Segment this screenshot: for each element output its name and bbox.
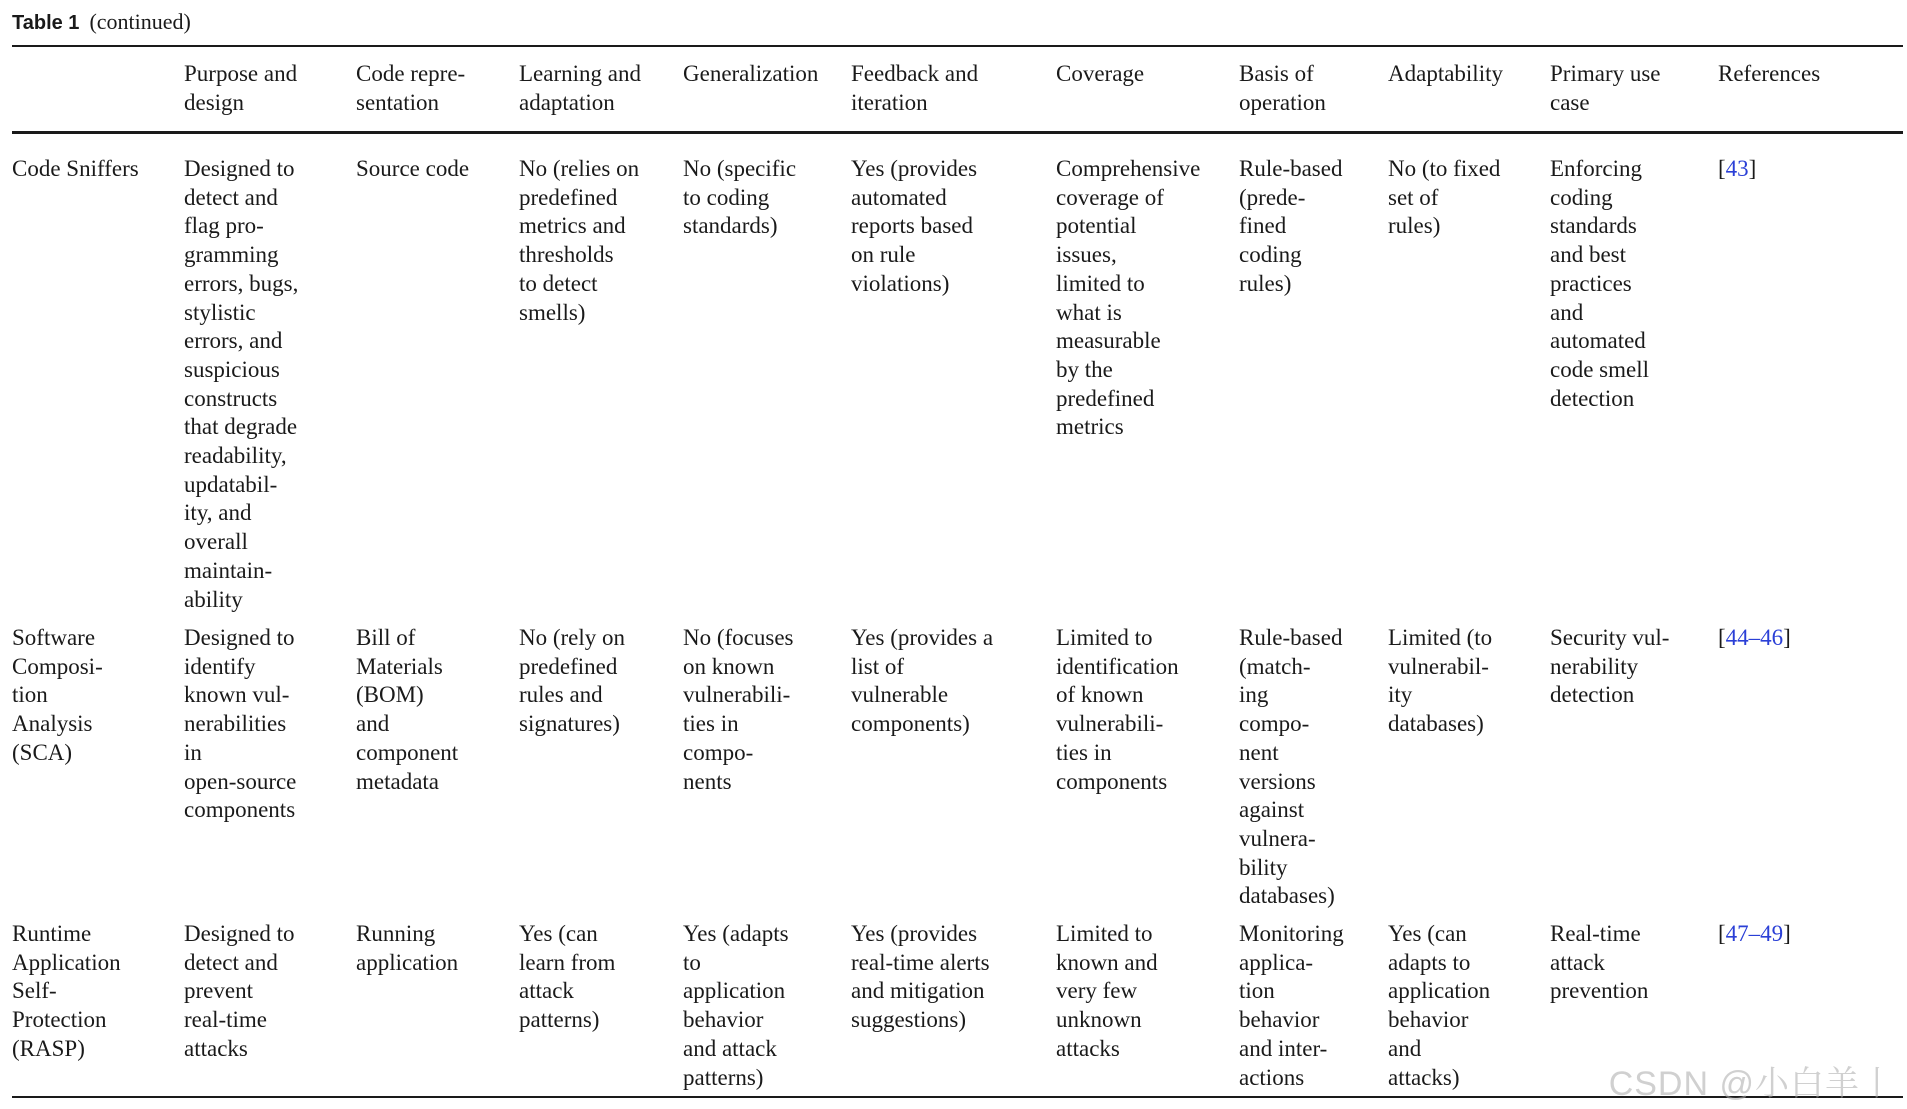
col-header-adaptability: Adaptability xyxy=(1388,61,1503,86)
header-rule xyxy=(12,131,1903,134)
row-1-learning: No (relies on predefined metrics and thresholds to detect smells) xyxy=(519,156,640,325)
row-1-basis: Rule-based (prede- fined coding rules) xyxy=(1239,156,1343,296)
row-3-purpose: Designed to detect and prevent real-time attacks xyxy=(184,921,295,1061)
col-header-references: References xyxy=(1718,61,1821,86)
row-3-feedback: Yes (provides real-time alerts and mitigation suggestions) xyxy=(851,921,990,1033)
row-1-references: [43] xyxy=(1718,156,1757,181)
row-3-learning: Yes (can learn from attack patterns) xyxy=(519,921,616,1033)
row-3-use-case: Real-time attack prevention xyxy=(1550,921,1649,1004)
col-header-use-case: Primary use case xyxy=(1550,61,1661,115)
col-header-learning: Learning and adaptation xyxy=(519,61,641,115)
top-rule xyxy=(12,45,1903,47)
row-1-feedback: Yes (provides automated reports based on rule violations) xyxy=(851,156,978,296)
col-header-coverage: Coverage xyxy=(1056,61,1145,86)
table-label: Table 1 xyxy=(12,12,80,34)
col-header-purpose: Purpose and design xyxy=(184,61,298,115)
row-1-purpose: Designed to detect and flag pro- gramming errors, bugs, stylistic errors, and suspicious constructs that degrade readability, updatabil- ity, and overall maintain- ability xyxy=(184,156,299,612)
row-1-adaptability: No (to fixed set of rules) xyxy=(1388,156,1501,239)
row-2-learning: No (rely on predefined rules and signatures) xyxy=(519,625,626,737)
row-3-adaptability: Yes (can adapts to application behavior and attacks) xyxy=(1388,921,1491,1090)
row-1-name: Code Sniffers xyxy=(12,156,139,181)
row-2-code-repr: Bill of Materials (BOM) and component metadata xyxy=(356,625,459,794)
col-header-feedback: Feedback and iteration xyxy=(851,61,979,115)
row-2-name: Software Composi- tion Analysis (SCA) xyxy=(12,625,103,765)
row-3-references: [47–49] xyxy=(1718,921,1791,946)
row-1-use-case: Enforcing coding standards and best practices and automated code smell detection xyxy=(1550,156,1649,411)
col-header-basis: Basis of operation xyxy=(1239,61,1326,115)
row-2-use-case: Security vul- nerability detection xyxy=(1550,625,1670,708)
row-1-code-repr: Source code xyxy=(356,156,470,181)
row-2-adaptability: Limited (to vulnerabil- ity databases) xyxy=(1388,625,1493,737)
col-header-generalization: Generalization xyxy=(683,61,819,86)
row-2-references: [44–46] xyxy=(1718,625,1791,650)
row-3-generalization: Yes (adapts to application behavior and attack patterns) xyxy=(683,921,789,1090)
row-1-generalization: No (specific to coding standards) xyxy=(683,156,797,239)
row-2-coverage: Limited to identification of known vulnerabili- ties in components xyxy=(1056,625,1179,794)
watermark: CSDN @小白羊丨 xyxy=(1608,1065,1895,1103)
row-3-coverage: Limited to known and very few unknown attacks xyxy=(1056,921,1158,1061)
row-3-code-repr: Running application xyxy=(356,921,459,975)
row-3-name: Runtime Application Self- Protection (RASP) xyxy=(12,921,121,1061)
row-1-coverage: Comprehensive coverage of potential issues, limited to what is measurable by the predefined metrics xyxy=(1056,156,1201,440)
row-2-purpose: Designed to identify known vul- nerabilities in open-source components xyxy=(184,625,297,823)
citation-link[interactable]: 44–46 xyxy=(1725,625,1784,650)
row-2-generalization: No (focuses on known vulnerabili- ties in compo- nents xyxy=(683,625,794,794)
row-2-feedback: Yes (provides a list of vulnerable components) xyxy=(851,625,994,737)
row-3-basis: Monitoring applica- tion behavior and inter- actions xyxy=(1239,921,1344,1090)
col-header-code-repr: Code repre- sentation xyxy=(356,61,466,115)
table-caption-text: (continued) xyxy=(89,9,191,34)
table-caption xyxy=(12,8,191,37)
row-2-basis: Rule-based (match- ing compo- nent versions against vulnera- bility databases) xyxy=(1239,625,1343,909)
citation-link[interactable]: 47–49 xyxy=(1725,921,1784,946)
citation-link[interactable]: 43 xyxy=(1725,156,1749,181)
